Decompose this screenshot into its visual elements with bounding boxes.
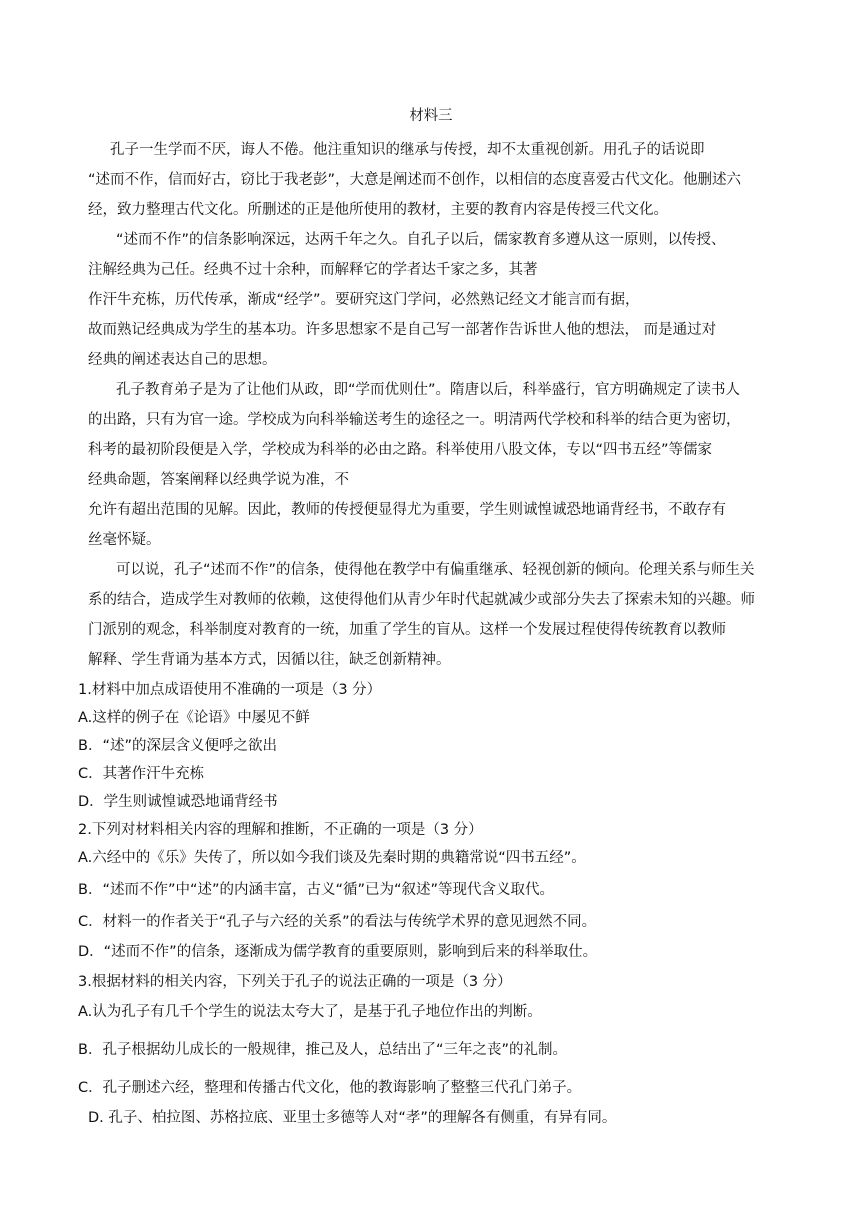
question-option: B．“述”的深层含义便呼之欲出: [78, 738, 277, 754]
question-option: B．孔子根据幼儿成长的一般规律，推己及人，总结出了“三年之丧”的礼制。: [78, 1042, 567, 1058]
paragraph-line: 科考的最初阶段便是入学，学校成为科举的必由之路。科举使用八股文体，专以“四书五经”等儒家: [88, 442, 713, 458]
paragraph-line: “述而不作”的信条影响深远，达两千年之久。自孔子以后，儒家教育多遵从这一原则，以传授、: [116, 232, 726, 248]
paragraph-line: 孔子教育弟子是为了让他们从政，即“学而优则仕”。隋唐以后，科举盛行，官方明确规定了读书人: [116, 382, 741, 398]
paragraph-line: 允许有超出范围的见解。因此，教师的传授便显得尤为重要，学生则诚惶诚恐地诵背经书，不敢存有: [88, 502, 726, 518]
paragraph-line: 解释、学生背诵为基本方式，因循以往，缺乏创新精神。: [88, 652, 451, 668]
question-option: C．其著作汗牛充栋: [78, 766, 205, 782]
paragraph-line: 作汗牛充栋，历代传承，渐成“经学”。要研究这门学问，必然熟记经文才能言而有据，: [88, 292, 640, 308]
paragraph-line: 丝毫怀疑。: [88, 532, 161, 548]
question-stem: 3.根据材料的相关内容，下列关于孔子的说法正确的一项是（3 分）: [78, 974, 512, 990]
question-option: A.六经中的《乐》失传了，所以如今我们谈及先秦时期的典籍常说“四书五经”。: [78, 850, 586, 866]
paragraph-line: 经典命题，答案阐释以经典学说为准，不: [88, 472, 349, 488]
paragraph-line: 经，致力整理古代文化。所删述的正是他所使用的教材，主要的教育内容是传授三代文化。: [88, 202, 668, 218]
question-option: A.这样的例子在《论语》中屡见不鲜: [78, 710, 310, 726]
question-option: B．“述而不作”中“述”的内涵丰富，古义“循”已为“叙述”等现代含义取代。: [78, 882, 555, 898]
paragraph-line: 系的结合，造成学生对教师的依赖，这使得他们从青少年时代起就减少或部分失去了探索未知的兴趣。师: [88, 592, 755, 608]
paragraph-line: 的出路，只有为官一途。学校成为向科举输送考生的途径之一。明清两代学校和科举的结合更为密切，: [88, 412, 741, 428]
paragraph-line: 可以说，孔子“述而不作”的信条，使得他在教学中有偏重继承、轻视创新的倾向。伦理关系与师生关: [116, 562, 755, 578]
question-option: C．材料一的作者关于“孔子与六经的关系”的看法与传统学术界的意见迥然不同。: [78, 914, 597, 930]
question-stem: 1.材料中加点成语使用不准确的一项是（3 分）: [78, 682, 382, 698]
paragraph-line: 孔子一生学而不厌，诲人不倦。他注重知识的继承与传授，却不太重视创新。用孔子的话说即: [110, 142, 705, 158]
paragraph-line: 故而熟记经典成为学生的基本功。许多思想家不是自己写一部著作告诉世人他的想法， 而是通过对: [88, 322, 717, 338]
question-option: A.认为孔子有几千个学生的说法太夸大了，是基于孔子地位作出的判断。: [78, 1004, 542, 1020]
paragraph-line: 门派别的观念，科举制度对教育的一统，加重了学生的盲从。这样一个发展过程使得传统教育以教师: [88, 622, 726, 638]
section-title: 材料三: [409, 108, 453, 124]
question-stem: 2.下列对材料相关内容的理解和推断，不正确的一项是（3 分）: [78, 822, 483, 838]
paragraph-line: 注解经典为己任。经典不过十余种，而解释它的学者达千家之多，其著: [88, 262, 538, 278]
question-option: D．“述而不作”的信条，逐渐成为儒学教育的重要原则，影响到后来的科举取仕。: [78, 944, 598, 960]
paragraph-line: “述而不作，信而好古，窃比于我老彭”，大意是阐述而不创作，以相信的态度喜爱古代文化。他删述六: [88, 172, 742, 188]
question-option: C．孔子删述六经，整理和传播古代文化，他的教诲影响了整整三代孔门弟子。: [78, 1080, 582, 1096]
question-option: D. 孔子、柏拉图、苏格拉底、亚里士多德等人对“孝”的理解各有侧重，有异有同。: [88, 1110, 617, 1126]
question-option: D．学生则诚惶诚恐地诵背经书: [78, 794, 278, 810]
paragraph-line: 经典的阐述表达自己的思想。: [88, 352, 277, 368]
